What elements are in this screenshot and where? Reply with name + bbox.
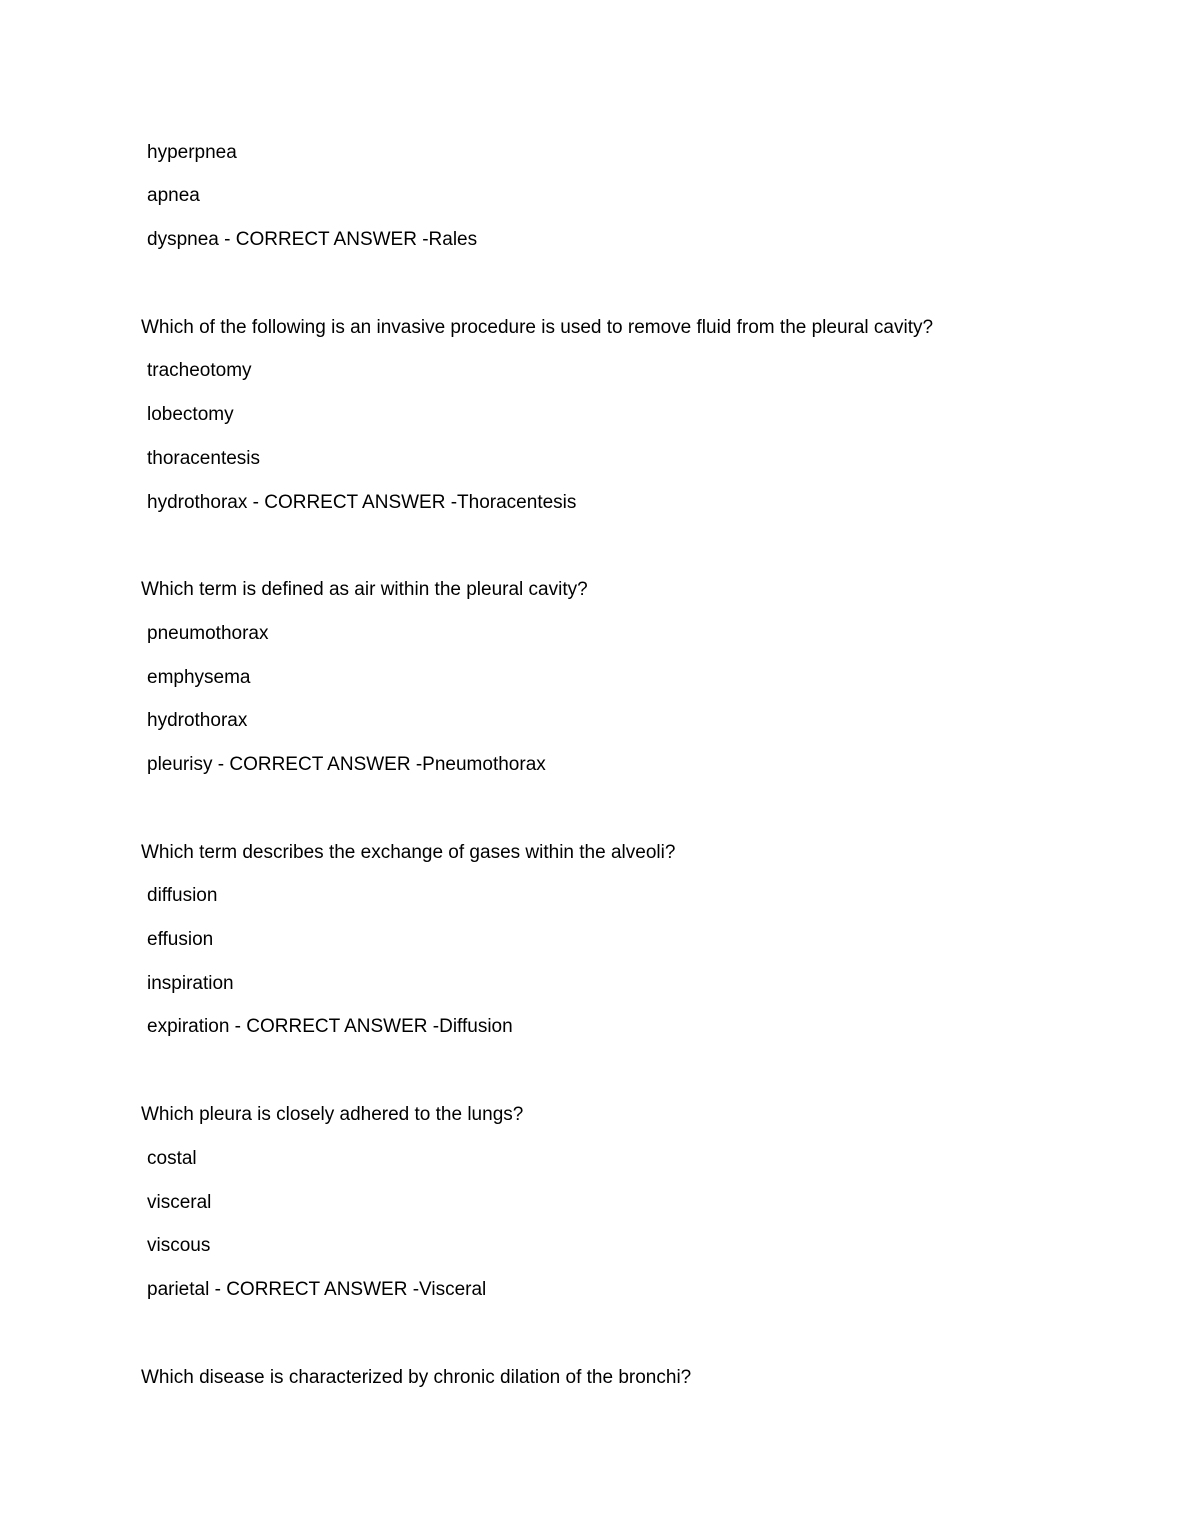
answer-option-with-key: dyspnea - CORRECT ANSWER -Rales [147, 229, 478, 250]
question-text: Which disease is characterized by chronic dilation of the bronchi? [141, 1367, 692, 1388]
answer-option: apnea [147, 185, 200, 206]
answer-option: hyperpnea [147, 142, 237, 163]
answer-option: pneumothorax [147, 623, 269, 644]
answer-option: lobectomy [147, 404, 234, 425]
question-text: Which pleura is closely adhered to the lungs? [141, 1104, 524, 1125]
answer-option: hydrothorax [147, 710, 248, 731]
question-text: Which term is defined as air within the pleural cavity? [141, 579, 588, 600]
answer-option: diffusion [147, 885, 218, 906]
answer-option-with-key: parietal - CORRECT ANSWER -Visceral [147, 1279, 487, 1300]
answer-option-with-key: pleurisy - CORRECT ANSWER -Pneumothorax [147, 754, 546, 775]
answer-option: effusion [147, 929, 214, 950]
answer-option-with-key: hydrothorax - CORRECT ANSWER -Thoracentesis [147, 492, 577, 513]
answer-option: visceral [147, 1192, 212, 1213]
answer-option: thoracentesis [147, 448, 261, 469]
answer-option: tracheotomy [147, 360, 252, 381]
answer-option-with-key: expiration - CORRECT ANSWER -Diffusion [147, 1016, 513, 1037]
question-text: Which of the following is an invasive procedure is used to remove fluid from the pleural cavity? [141, 317, 934, 338]
answer-option: inspiration [147, 973, 234, 994]
question-text: Which term describes the exchange of gases within the alveoli? [141, 842, 676, 863]
answer-option: viscous [147, 1235, 211, 1256]
answer-option: costal [147, 1148, 197, 1169]
answer-option: emphysema [147, 667, 251, 688]
